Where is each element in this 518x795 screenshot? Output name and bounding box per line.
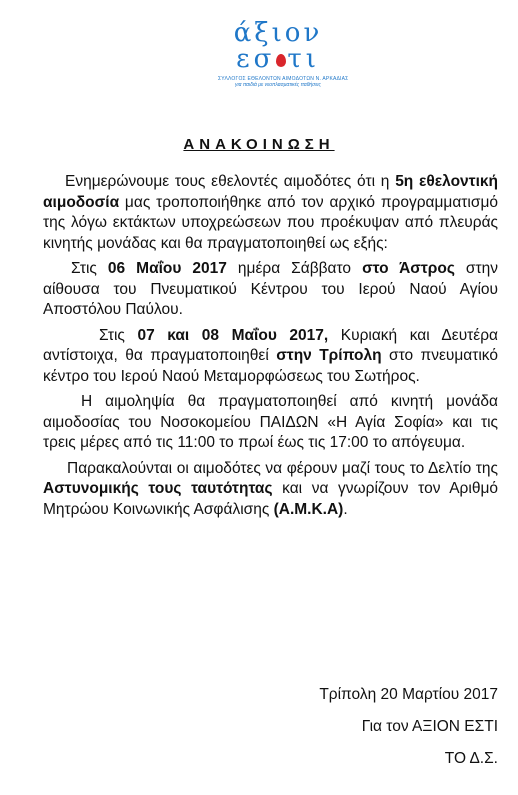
announcement-title: ΑΝΑΚΟΙΝΩΣΗ bbox=[183, 136, 335, 153]
paragraph-astros bbox=[43, 259, 498, 321]
text: Ενημερώνουμε τους εθελοντές αιμοδότες ότι η bbox=[65, 173, 396, 190]
text: Στις bbox=[71, 260, 108, 277]
text-bold: 06 Μαΐου 2017 bbox=[107, 260, 227, 277]
paragraph-documents bbox=[43, 459, 498, 521]
text: Παρακαλούνται οι αιμοδότες να φέρουν μαζί τους το Δελτίο της bbox=[67, 459, 498, 477]
text: Στις bbox=[99, 326, 138, 344]
logo-line1: άξιον bbox=[233, 18, 323, 48]
paragraph-intro bbox=[43, 172, 498, 254]
logo-line2 bbox=[218, 46, 338, 72]
text: ημέρα Σάββατο bbox=[226, 260, 363, 277]
organization-logo bbox=[218, 18, 349, 98]
text: . bbox=[343, 500, 348, 518]
text: μας τροποποιήθηκε από τον αρχικό προγραμματισμό της λόγω εκτάκτων υποχρεώσεων που προέκυψαν από πλευράς κινητής μονάδας και θα πραγματοποιηθεί ως εξής: bbox=[43, 193, 498, 252]
text: στο πνευματικό κέντρο του Ιερού Ναού Μεταμορφώσεως του Σωτήρος. bbox=[43, 347, 498, 385]
paragraph-collection bbox=[43, 392, 498, 454]
announcement-body bbox=[43, 172, 498, 525]
signature-board: ΤΟ Δ.Σ. bbox=[444, 750, 498, 767]
logo-tagline: για παιδιά με νεοπλασματικές παθήσεις bbox=[235, 82, 321, 88]
signature-place-date: Τρίπολη 20 Μαρτίου 2017 bbox=[319, 686, 498, 703]
text-bold: (Α.Μ.Κ.Α) bbox=[273, 500, 344, 518]
text-bold: 5η εθελοντική αιμοδοσία bbox=[43, 173, 498, 211]
text-bold: Αστυνομικής τους ταυτότητας bbox=[43, 480, 273, 497]
text-bold: στο Άστρος bbox=[362, 260, 455, 277]
text: Κυριακή και Δευτέρα αντίστοιχα, θα πραγματοποιηθεί bbox=[43, 326, 498, 364]
logo-subtitle: ΣΥΛΛΟΓΟΣ ΕΘΕΛΟΝΤΩΝ ΑΙΜΟΔΟΤΩΝ Ν. ΑΡΚΑΔΙΑΣ bbox=[218, 76, 349, 82]
signature-for-line: Για τον ΑΞΙΟΝ ΕΣΤΙ bbox=[361, 718, 498, 735]
text: Η αιμοληψία θα πραγματοποιηθεί από κινητή μονάδα αιμοδοσίας του Νοσοκομείου ΠΑΙΔΩΝ «Η Αγία Σοφία» και τις τρεις μέρες από τις 11:00 το πρωί έως τις 17:00 το απόγευμα. bbox=[43, 393, 498, 451]
text: στην αίθουσα του Πνευματικού Κέντρου του Ιερού Ναού Αγίου Αποστόλου Παύλου. bbox=[43, 260, 498, 318]
logo-line2-a: εσ bbox=[236, 44, 276, 74]
logo-line2-b: τι bbox=[287, 44, 320, 74]
text-bold: 07 και 08 Μαΐου 2017, bbox=[137, 326, 329, 344]
paragraph-tripoli bbox=[43, 326, 498, 388]
text: και να γνωρίζουν τον Αριθμό Μητρώου Κοινωνικής Ασφάλισης bbox=[43, 480, 498, 518]
text-bold: στην Τρίπολη bbox=[276, 347, 382, 364]
blood-drop-icon bbox=[276, 54, 286, 67]
